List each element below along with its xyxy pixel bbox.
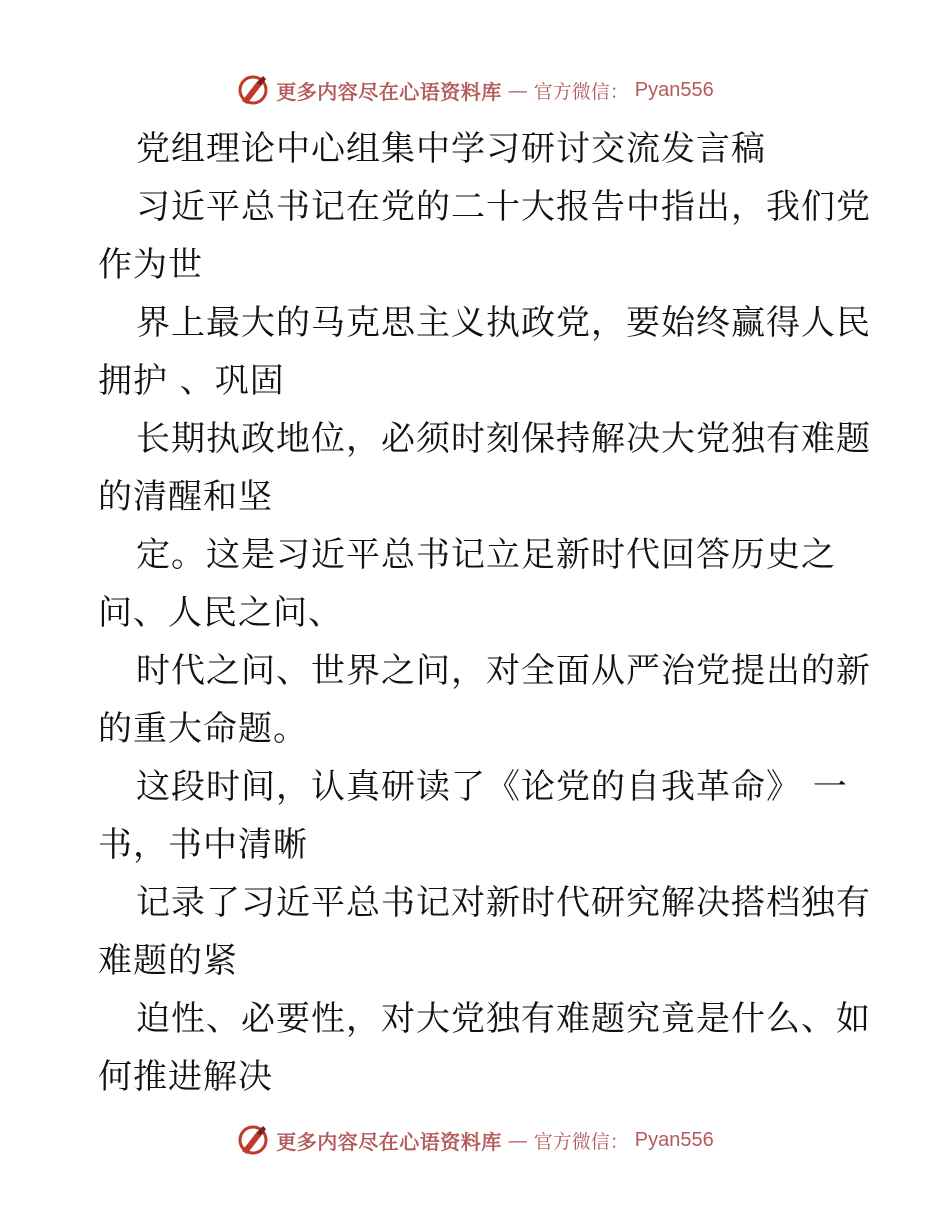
- text-line: 的重大命题。: [98, 709, 308, 749]
- header-banner-content: [236, 73, 713, 107]
- wechat-id: Pyan556: [634, 78, 714, 101]
- text-line: 习近平总书记在党的二十大报告中指出，我们党: [136, 187, 871, 227]
- pen-logo-icon: [236, 73, 270, 107]
- document-body: [98, 120, 871, 1106]
- document-title: 党组理论中心组集中学习研讨交流发言稿: [136, 129, 766, 169]
- brand-text: 更多内容尽在心语资料库: [276, 1129, 502, 1154]
- text-line: 记录了习近平总书记对新时代研究解决搭档独有: [136, 883, 871, 923]
- text-line: 长期执政地位，必须时刻保持解决大党独有难题: [136, 419, 871, 459]
- text-line: 界上最大的马克思主义执政党，要始终赢得人民: [136, 303, 871, 343]
- wechat-id: Pyan556: [634, 1128, 714, 1151]
- banner-dash: —: [507, 1128, 528, 1152]
- wechat-label: 官方微信：: [533, 1130, 629, 1153]
- text-line: 的清醒和坚: [98, 477, 273, 517]
- text-line: 这段时间，认真研读了《论党的自我革命》 一: [136, 767, 848, 807]
- header-banner: [0, 70, 950, 110]
- footer-banner-content: [236, 1123, 713, 1157]
- text-line: 书，书中清晰: [98, 825, 308, 865]
- text-line: 时代之问、世界之问，对全面从严治党提出的新: [136, 651, 871, 691]
- text-line: 何推进解决: [98, 1057, 273, 1097]
- wechat-label: 官方微信：: [533, 80, 629, 103]
- text-line: 问、人民之问、: [98, 593, 343, 633]
- text-line: 定。这是习近平总书记立足新时代回答历史之: [136, 535, 836, 575]
- footer-banner: [0, 1120, 950, 1160]
- text-line: 拥护 、巩固: [98, 361, 285, 401]
- text-line: 迫性、必要性，对大党独有难题究竟是什么、如: [136, 999, 871, 1039]
- text-line: 作为世: [98, 245, 203, 285]
- text-line: 难题的紧: [98, 941, 238, 981]
- pen-logo-icon: [236, 1123, 270, 1157]
- brand-text: 更多内容尽在心语资料库: [276, 79, 502, 104]
- banner-dash: —: [507, 78, 528, 102]
